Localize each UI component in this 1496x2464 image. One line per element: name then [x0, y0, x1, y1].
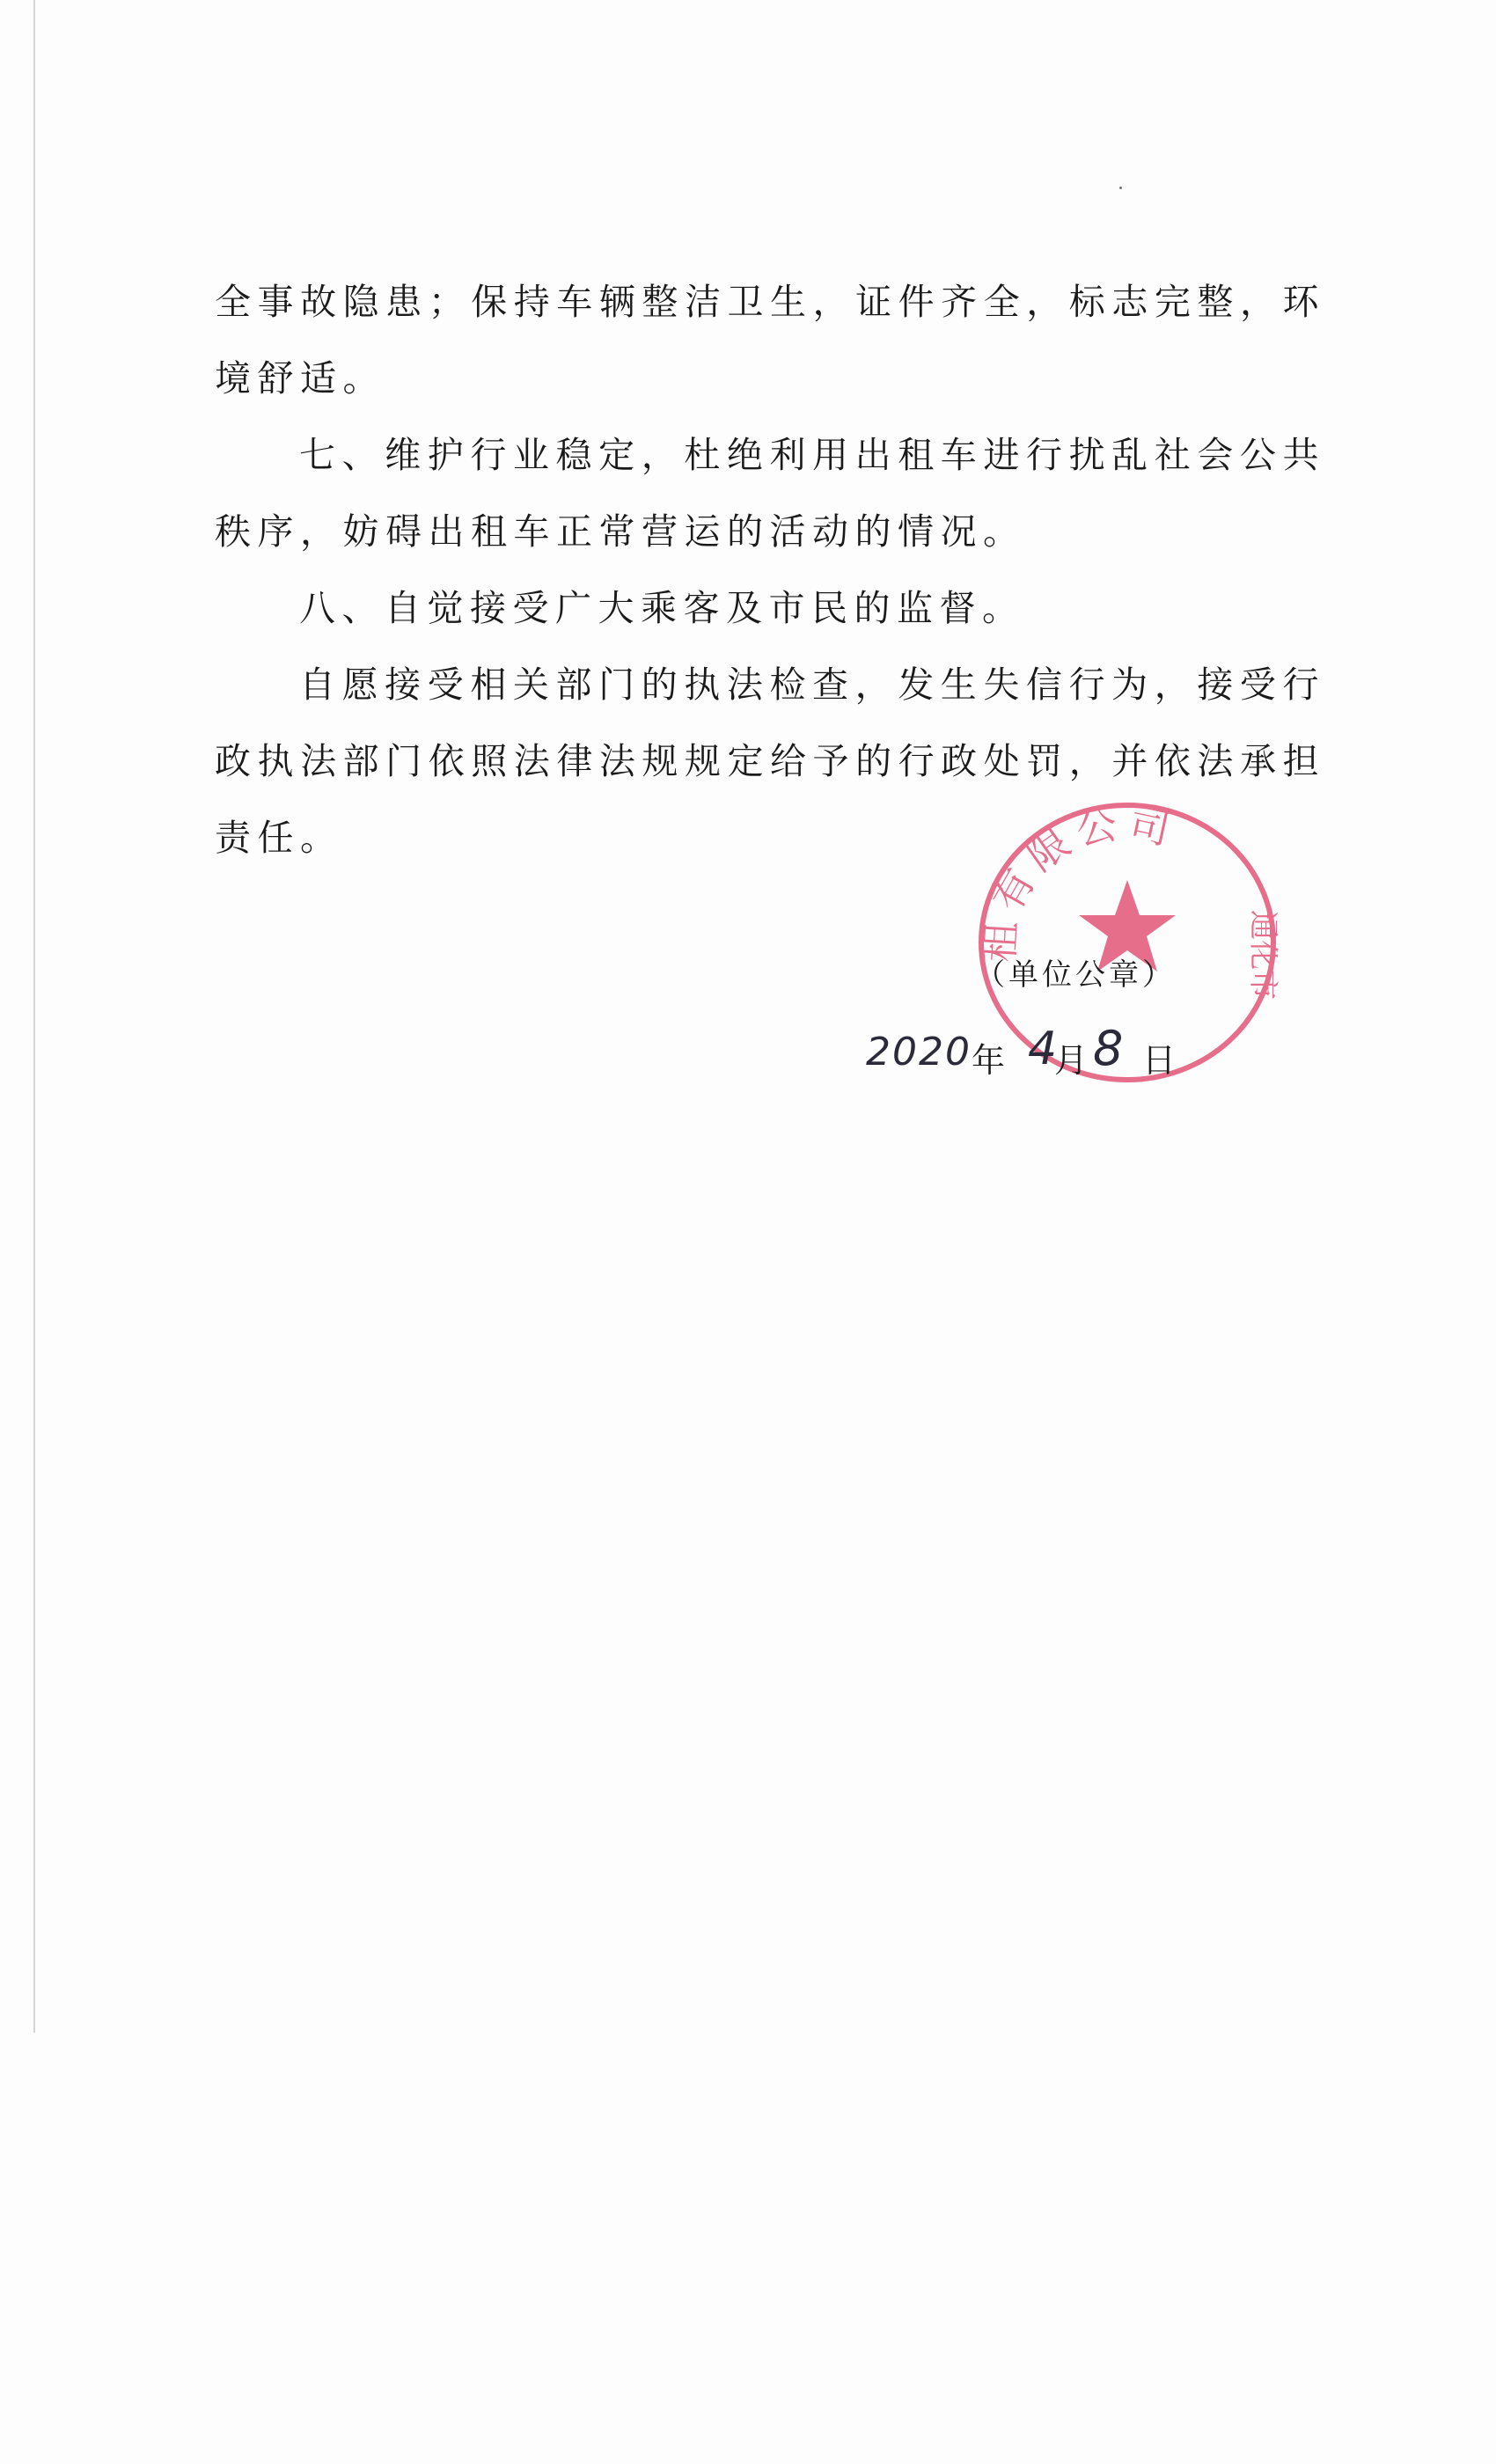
- date-year-char: 年: [972, 1041, 1006, 1080]
- seal-text-side: 通化市: [1245, 910, 1280, 1000]
- paragraph-item-eight: 八、自觉接受广大乘客及市民的监督。: [299, 587, 1025, 629]
- date-day-handwritten: 8: [1093, 1021, 1124, 1076]
- scan-speck: [1119, 187, 1122, 189]
- seal-label: （单位公章）: [975, 957, 1176, 993]
- date-day-char: 日: [1142, 1041, 1177, 1080]
- date-year-handwritten: 2020: [866, 1030, 972, 1074]
- document-body: [215, 264, 1325, 876]
- company-seal-stamp: [972, 796, 1283, 1089]
- paragraph-continuation: 全事故隐患；保持车辆整洁卫生，证件齐全，标志完整，环境舒适。: [215, 281, 1325, 400]
- date-month-char: 月: [1054, 1041, 1089, 1080]
- paragraph-commitment: 自愿接受相关部门的执法检查，发生失信行为，接受行政执法部门依照法律法规规定给予的行政处罚，并依法承担责任。: [215, 664, 1325, 859]
- date-month-handwritten: 4: [1028, 1023, 1058, 1075]
- paragraph-item-seven: 七、维护行业稳定，杜绝利用出租车进行扰乱社会公共秩序，妨碍出租车正常营运的活动的情况。: [215, 434, 1325, 553]
- seal-text-top: 租有限公司: [974, 798, 1182, 964]
- scan-edge-line: [33, 0, 35, 2033]
